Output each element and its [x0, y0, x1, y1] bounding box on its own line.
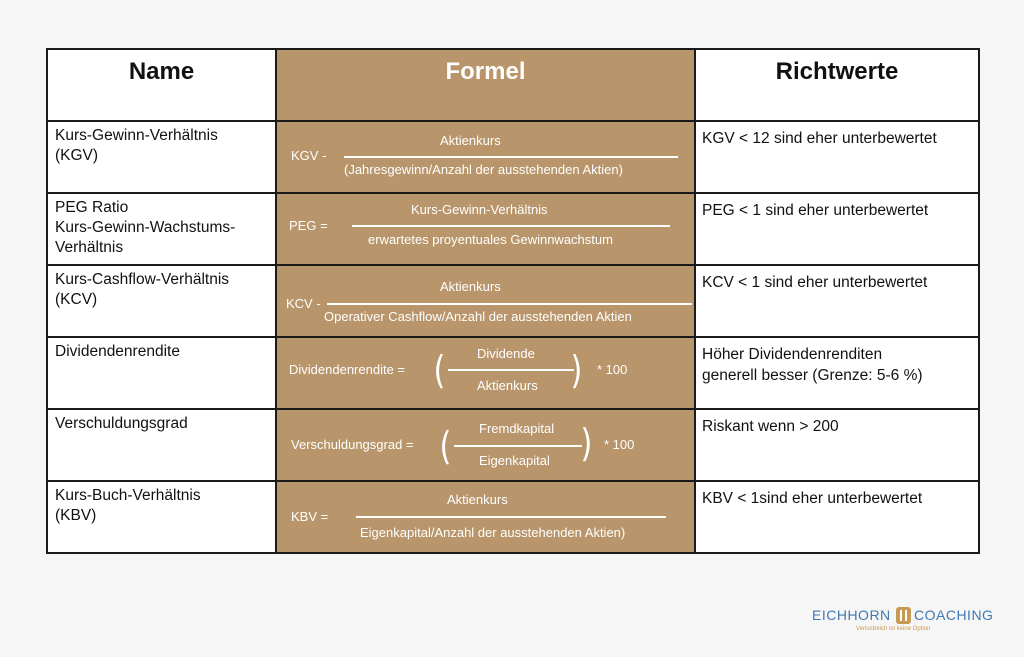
formula-lhs: Dividendenrendite = [289, 362, 405, 377]
formula-denominator: Aktienkurs [477, 378, 538, 393]
table-row [47, 481, 979, 553]
value-line: KBV < 1sind eher unterbewertet [702, 490, 923, 507]
formula-lhs: PEG = [289, 218, 328, 233]
right-paren: ) [580, 421, 593, 465]
value-line: Höher Dividendenrenditen [702, 346, 883, 363]
name-line: Verschuldungsgrad [55, 415, 188, 432]
header-values: Richtwerte [695, 49, 979, 121]
formula-numerator: Dividende [477, 346, 535, 361]
formula-numerator: Kurs-Gewinn-Verhältnis [411, 202, 548, 217]
name-line: (KCV) [55, 291, 98, 308]
name-line: Kurs-Cashflow-Verhältnis [55, 271, 230, 288]
table-row [47, 409, 979, 481]
value-line: Riskant wenn > 200 [702, 418, 839, 435]
name-cell [47, 409, 276, 481]
formula-numerator: Aktienkurs [440, 279, 501, 294]
formula-cell [276, 337, 695, 409]
table-row [47, 121, 979, 193]
formula-lhs: Verschuldungsgrad = [291, 437, 414, 452]
fraction-line [448, 369, 574, 371]
right-paren: ) [570, 348, 583, 392]
formula-lhs: KCV - [286, 296, 321, 311]
formula-cell [276, 193, 695, 265]
formula-lhs: KGV - [291, 148, 327, 163]
formula-denominator: erwartetes proyentuales Gewinnwachstum [368, 232, 613, 247]
formula-cell [276, 409, 695, 481]
name-line: (KBV) [55, 507, 97, 524]
value-line: KGV < 12 sind eher unterbewertet [702, 130, 937, 147]
fraction-line [352, 225, 670, 227]
name-line: Verhältnis [55, 239, 124, 256]
value-cell [695, 193, 979, 265]
formula-multiplier: * 100 [597, 362, 628, 377]
name-cell [47, 481, 276, 553]
value-cell [695, 409, 979, 481]
value-line: generell besser (Grenze: 5-6 %) [702, 367, 923, 384]
value-cell [695, 337, 979, 409]
name-cell [47, 337, 276, 409]
name-line: (KGV) [55, 147, 99, 164]
ratio-table [46, 48, 980, 554]
table-row [47, 193, 979, 265]
fraction-line [454, 445, 582, 447]
left-paren: ( [439, 424, 452, 468]
formula-cell [276, 481, 695, 553]
formula-lhs: KBV = [291, 509, 329, 524]
table-row [47, 265, 979, 337]
logo-tagline: Verlustreich ist keine Option [856, 626, 931, 632]
header-formula: Formel [276, 49, 695, 121]
formula-numerator: Aktienkurs [440, 133, 501, 148]
name-line: PEG Ratio [55, 199, 129, 216]
formula-numerator: Fremdkapital [479, 421, 555, 436]
formula-denominator: (Jahresgewinn/Anzahl der ausstehenden Aktien) [344, 162, 623, 177]
name-line: Dividendenrendite [55, 343, 180, 360]
formula-cell [276, 265, 695, 337]
name-cell [47, 193, 276, 265]
value-cell [695, 265, 979, 337]
header-name: Name [47, 49, 276, 121]
formula-denominator: Operativer Cashflow/Anzahl der ausstehenden Aktien [324, 309, 632, 324]
eichhorn-coaching-logo [812, 607, 994, 637]
value-line: KCV < 1 sind eher unterbewertet [702, 274, 928, 291]
value-cell [695, 481, 979, 553]
fraction-line [344, 156, 678, 158]
formula-multiplier: * 100 [604, 437, 635, 452]
value-line: PEG < 1 sind eher unterbewertet [702, 202, 929, 219]
formula-numerator: Aktienkurs [447, 492, 508, 507]
table-row [47, 337, 979, 409]
fraction-line [356, 516, 666, 518]
left-paren: ( [433, 348, 446, 392]
logo-mark-icon [896, 607, 911, 624]
logo-text-right: COACHING [914, 607, 994, 623]
logo-text-left: EICHHORN [812, 607, 891, 623]
name-line: Kurs-Gewinn-Verhältnis [55, 127, 218, 144]
fraction-line [327, 303, 692, 305]
formula-denominator: Eigenkapital [479, 453, 550, 468]
name-cell [47, 121, 276, 193]
formula-cell [276, 121, 695, 193]
formula-denominator: Eigenkapital/Anzahl der ausstehenden Aktien) [360, 525, 626, 540]
name-line: Kurs-Buch-Verhältnis [55, 487, 201, 504]
value-cell [695, 121, 979, 193]
header-row [47, 49, 979, 121]
name-line: Kurs-Gewinn-Wachstums- [55, 219, 236, 236]
name-cell [47, 265, 276, 337]
